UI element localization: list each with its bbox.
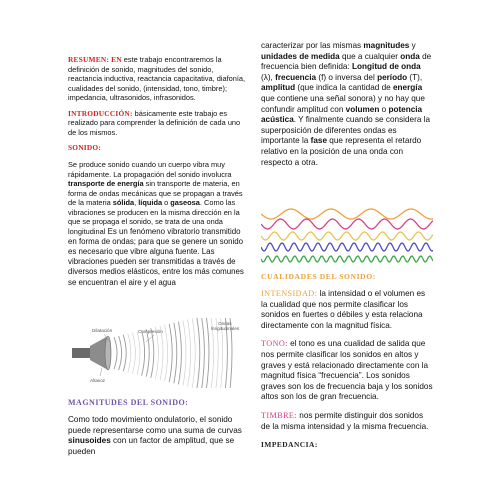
right-bold-volumen: volumen (345, 104, 380, 114)
intensidad-term: INTENSIDAD: (261, 289, 318, 298)
magnitudes-bold-sinusoides: sinusoides (68, 436, 111, 446)
tono-paragraph (261, 339, 433, 403)
sine-wave-4 (261, 243, 433, 251)
right-text-5: (λ), (261, 72, 276, 82)
sine-wave-3 (261, 232, 433, 240)
wave-arc (165, 325, 168, 381)
resumen-heading: RESUMEN: EN (68, 55, 122, 64)
right-text-11: . Y finalmente cuando se considera la superposición de diferentes ondas es importante la (261, 115, 431, 146)
sonido-heading: SONIDO: (68, 143, 102, 152)
wave-arc (119, 336, 122, 370)
wave-arc (114, 337, 117, 369)
resumen-paragraph (68, 55, 246, 103)
sonido-bold-gaseosa: gaseosa (170, 198, 200, 207)
intro-heading: INTRODUCCIÓN: (68, 108, 133, 118)
sonido-text-1: Se produce sonido cuando un cuerpo vibra muy rápidamente. La propagación del sonido involucra (68, 160, 232, 179)
right-bold-amplitud: amplitud (261, 83, 296, 93)
magnitudes-text-2: con un factor de amplitud, que se pueden (68, 436, 235, 456)
tono-term: TONO: (261, 339, 288, 349)
wave-arc (128, 334, 131, 373)
label-compresion: Compresión (138, 329, 163, 334)
resumen-text: este trabajo encontraremos la definición de sonido, magnitudes del sonido, reactancia inductiva, reactancia capacitativa, diafonía, cualidades del sonido, (intensidad, tono, timbre); impedancia, ultrasonidos, infrasonidos. (68, 55, 246, 102)
right-text-2: y (409, 41, 416, 50)
right-bold-frecuencia: frecuencia (275, 72, 317, 82)
sine-wave-2 (261, 219, 433, 229)
wave-arc (178, 322, 181, 385)
timbre-text: nos permite distinguir dos sonidos de la misma intensidad y la misma frecuencia. (261, 410, 429, 431)
cualidades-section (261, 272, 433, 449)
intro-text: básicamente este trabajo es realizado para comprender la definición de cada uno de los mismos. (68, 108, 241, 137)
wave-arc (123, 335, 126, 371)
right-text-8: (que indica la cantidad de (295, 83, 393, 93)
intensidad-text: la intensidad o el volumen es la cualidad que nos permite clasificar los sonidos en fuertes o débiles y esta relaciona directamente con la magnitud física. (261, 289, 426, 330)
intensidad-paragraph (261, 289, 433, 331)
label-longitudinales: longitudinales (211, 326, 240, 331)
sonido-bold-solida: sólida (112, 198, 135, 207)
impedancia-heading: IMPEDANCIA: (261, 440, 318, 450)
right-text-3: que a cualquier (339, 51, 401, 61)
sonido-text-2: sin transporte de materia, en forma de ondas mecánicas que se propagan a través de la materia (68, 179, 243, 207)
sonido-text-4: o (162, 198, 171, 207)
wave-arc (197, 318, 200, 388)
wave-arc (183, 321, 186, 386)
timbre-paragraph (261, 411, 433, 432)
wave-arc (201, 318, 204, 388)
right-bold-longitud: Longitud de onda (352, 62, 421, 72)
sonido-text-5: . Como las vibraciones se producen en la misma dirección en la que se propaga el sonido, se trata de una onda longitudinal (68, 198, 240, 236)
magnitudes-section (68, 398, 246, 457)
left-column (68, 55, 246, 288)
right-bold-unidades: unidades de medida (261, 51, 340, 61)
wave-arc (160, 326, 163, 380)
magnitudes-text-1: Como todo movimiento ondulatorio, el sonido puede representarse como una suma de curvas (68, 415, 242, 435)
wave-arc (137, 332, 140, 375)
tono-text: el tono es una cualidad de salida que nos permite clasificar los sonidos en altos y graves y está relacionado directamente con la magnitud física “frecuencia”. Los sonidos graves son los de frecuencia baja y los sonidos altos son los de gran frecuencia. (261, 339, 433, 402)
magnitudes-heading: MAGNITUDES DEL SONIDO: (68, 398, 189, 407)
right-text-4: de frecuencia bien definida: (261, 51, 432, 72)
wave-arc (188, 319, 191, 386)
right-intro-paragraph (261, 41, 433, 168)
wave-arc (206, 318, 209, 388)
right-text-9: que contiene una señal sonora) y no hay que confundir amplitud con (261, 93, 425, 114)
right-column (261, 41, 433, 168)
cualidades-heading: CUALIDADES DEL SONIDO: (261, 272, 376, 281)
sonido-text-large: Es un fenómeno vibratorio transmitido en forma de ondas; para que se genere un sonido es necesario que vibre alguna fuente. Las vibraciones pueden ser transmitidas a través de diversos medios elásticos, entre los más comunes se encuentran el aire y el agua (68, 226, 244, 287)
label-ondas: Ondas (218, 321, 232, 326)
sine-wave-1 (261, 209, 433, 219)
right-text-7: (T), (407, 72, 423, 82)
timbre-term: TIMBRE: (261, 410, 298, 420)
wave-arc (169, 324, 172, 382)
right-bold-energia: energía (393, 83, 423, 93)
label-dilatacion: Dilatación (92, 328, 113, 333)
wave-arc (142, 330, 145, 375)
wave-arc (155, 327, 158, 379)
right-text-1: caracterizar por las mismas (261, 41, 364, 50)
wave-arc (174, 323, 177, 384)
right-text-10: o (379, 104, 389, 114)
speaker-icon (72, 336, 111, 370)
right-bold-fase: fase (310, 136, 327, 146)
wave-arc (192, 318, 195, 387)
speaker-waves-figure (68, 318, 248, 388)
right-bold-periodo: período (377, 72, 408, 82)
label-altavoz: Altavoz (90, 378, 106, 383)
right-bold-magnitudes: magnitudes (363, 41, 410, 50)
right-bold-potencia: potencia acústica (261, 104, 423, 125)
wave-arc (146, 329, 149, 376)
right-bold-onda: onda (400, 51, 420, 61)
sine-waves-figure (261, 206, 433, 268)
sonido-text-3: , (134, 198, 139, 207)
right-text-12: que representa el retardo relativo en la posición de una onda con respecto a otra. (261, 136, 422, 167)
sonido-bold-liquida: líquida (138, 198, 163, 207)
magnitudes-paragraph (68, 415, 246, 457)
intro-paragraph (68, 109, 246, 138)
right-text-6: (f) o inversa del (316, 72, 378, 82)
sonido-bold-energia: transporte de energía (68, 179, 144, 188)
wave-arc (132, 333, 135, 374)
sine-wave-5 (261, 256, 433, 262)
sonido-paragraph (68, 160, 246, 288)
